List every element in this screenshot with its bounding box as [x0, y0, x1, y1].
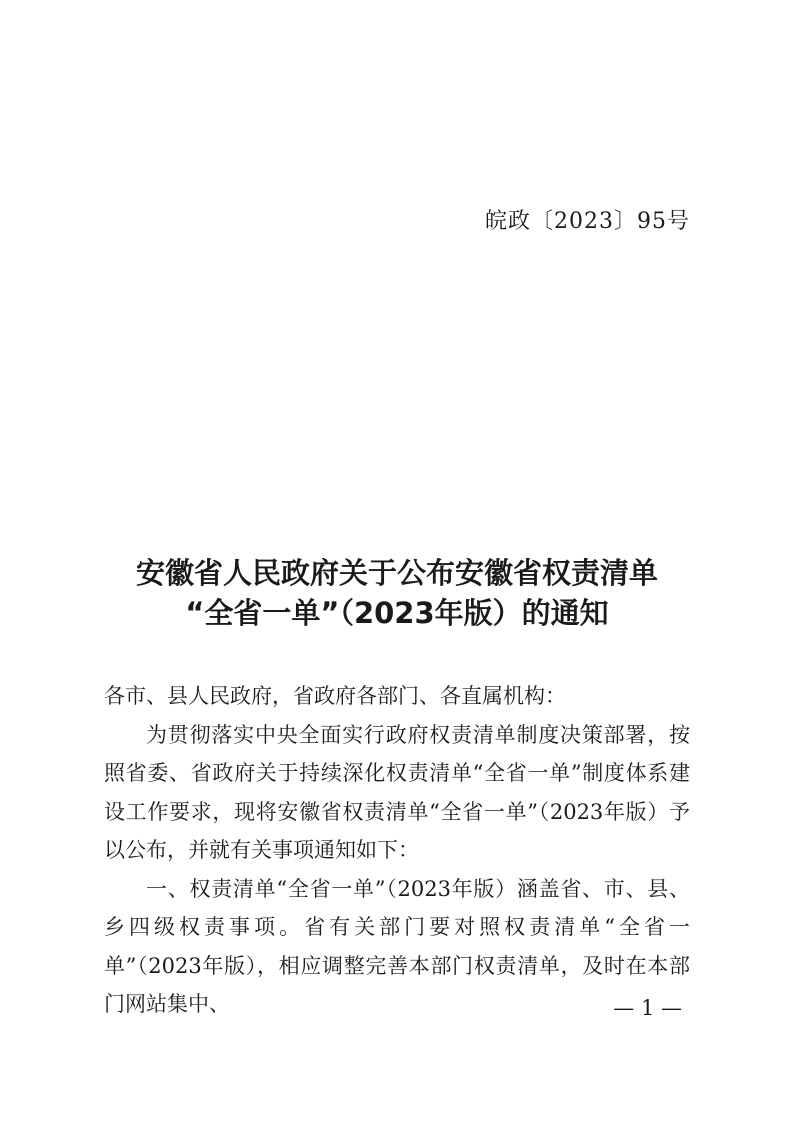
title-line-2: “全省一单”（2023年版）的通知 [185, 596, 609, 630]
document-number: 皖政〔2023〕95号 [485, 209, 690, 234]
document-title [0, 553, 794, 633]
page-number: — 1 — [613, 996, 682, 1020]
title-line-1: 安徽省人民政府关于公布安徽省权责清单 [135, 556, 658, 590]
paragraph-item-1: 一、权责清单“全省一单”（2023年版）涵盖省、市、县、乡四级权责事项。省有关部门要对照权责清单“全省一单”（2023年版），相应调整完善本部门权责清单，及时在本部门网站集中、 [104, 876, 690, 1016]
paragraph-intro: 为贯彻落实中央全面实行政府权责清单制度决策部署，按照省委、省政府关于持续深化权责清单“全省一单”制度体系建设工作要求，现将安徽省权责清单“全省一单”（2023年版）予以公布，并就有关事项通知如下： [104, 722, 690, 862]
salutation: 各市、县人民政府，省政府各部门、各直属机构： [104, 684, 566, 708]
document-body [104, 677, 690, 1024]
